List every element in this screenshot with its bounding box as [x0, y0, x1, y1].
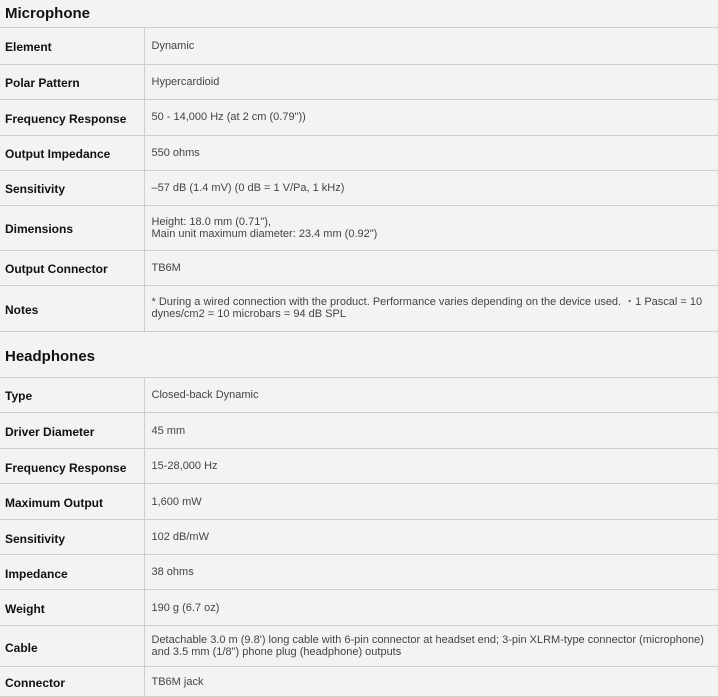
spec-value	[144, 170, 718, 205]
spec-value	[144, 285, 718, 331]
spec-value-line: Dynamic	[152, 40, 718, 52]
spec-value	[144, 590, 718, 626]
spec-label: Cable	[0, 626, 144, 667]
spec-row	[0, 378, 718, 413]
spec-value-line: TB6M	[152, 262, 718, 274]
spec-value-line: 1,600 mW	[152, 496, 718, 508]
spec-label: Maximum Output	[0, 484, 144, 520]
spec-label: Type	[0, 378, 144, 413]
spec-value	[144, 484, 718, 520]
spec-row	[0, 413, 718, 449]
spec-value	[144, 626, 718, 667]
spec-row	[0, 64, 718, 99]
spec-row	[0, 170, 718, 205]
spec-label: Element	[0, 28, 144, 64]
spec-label: Frequency Response	[0, 449, 144, 484]
spec-value-line: 50 - 14,000 Hz (at 2 cm (0.79"))	[152, 111, 718, 123]
spec-value-line: dynes/cm2 = 10 microbars = 94 dB SPL	[152, 308, 718, 320]
spec-value-line: –57 dB (1.4 mV) (0 dB = 1 V/Pa, 1 kHz)	[152, 182, 718, 194]
spec-value-line: TB6M jack	[152, 676, 718, 688]
spec-value	[144, 413, 718, 449]
spec-label: Dimensions	[0, 205, 144, 250]
spec-value	[144, 64, 718, 99]
spec-value-line: Main unit maximum diameter: 23.4 mm (0.92")	[152, 228, 718, 240]
spec-row	[0, 205, 718, 250]
spec-label: Weight	[0, 590, 144, 626]
spec-value	[144, 520, 718, 555]
spec-label: Impedance	[0, 555, 144, 590]
spec-row	[0, 667, 718, 697]
microphone-spec-table	[0, 28, 718, 332]
spec-row	[0, 135, 718, 170]
spec-value	[144, 555, 718, 590]
spec-value	[144, 378, 718, 413]
spec-value-line: Height: 18.0 mm (0.71"),	[152, 216, 718, 228]
spec-label: Connector	[0, 667, 144, 697]
spec-value-line: Hypercardioid	[152, 76, 718, 88]
spec-value-line: Detachable 3.0 m (9.8') long cable with 6-pin connector at headset end; 3-pin XLRM-type connector (microphone)	[152, 634, 718, 646]
spec-row	[0, 99, 718, 135]
spec-label: Sensitivity	[0, 520, 144, 555]
spec-row	[0, 449, 718, 484]
spec-value-line: 102 dB/mW	[152, 531, 718, 543]
spec-value-line: Closed-back Dynamic	[152, 389, 718, 401]
spec-row	[0, 590, 718, 626]
spec-row	[0, 250, 718, 285]
spec-value-line: 15-28,000 Hz	[152, 460, 718, 472]
spec-value-line: 38 ohms	[152, 566, 718, 578]
spec-label: Polar Pattern	[0, 64, 144, 99]
spec-value-line: * During a wired connection with the product. Performance varies depending on the device used. ・1 Pascal = 10	[152, 296, 718, 308]
spec-value-line: 550 ohms	[152, 147, 718, 159]
microphone-section-title: Microphone	[0, 0, 718, 28]
spec-value-line: 190 g (6.7 oz)	[152, 602, 718, 614]
spec-row	[0, 555, 718, 590]
headphones-section-title: Headphones	[0, 332, 718, 378]
spec-value	[144, 99, 718, 135]
spec-value	[144, 250, 718, 285]
spec-row	[0, 28, 718, 64]
spec-label: Driver Diameter	[0, 413, 144, 449]
spec-row	[0, 285, 718, 331]
spec-value	[144, 449, 718, 484]
spec-value	[144, 205, 718, 250]
spec-label: Output Impedance	[0, 135, 144, 170]
spec-value	[144, 135, 718, 170]
spec-value-line: and 3.5 mm (1/8") phone plug (headphone) outputs	[152, 646, 718, 658]
spec-row	[0, 626, 718, 667]
spec-value-line: 45 mm	[152, 425, 718, 437]
spec-label: Frequency Response	[0, 99, 144, 135]
spec-row	[0, 484, 718, 520]
spec-label: Notes	[0, 285, 144, 331]
spec-value	[144, 667, 718, 697]
spec-label: Sensitivity	[0, 170, 144, 205]
headphones-spec-table	[0, 378, 718, 697]
spec-label: Output Connector	[0, 250, 144, 285]
spec-value	[144, 28, 718, 64]
spec-row	[0, 520, 718, 555]
